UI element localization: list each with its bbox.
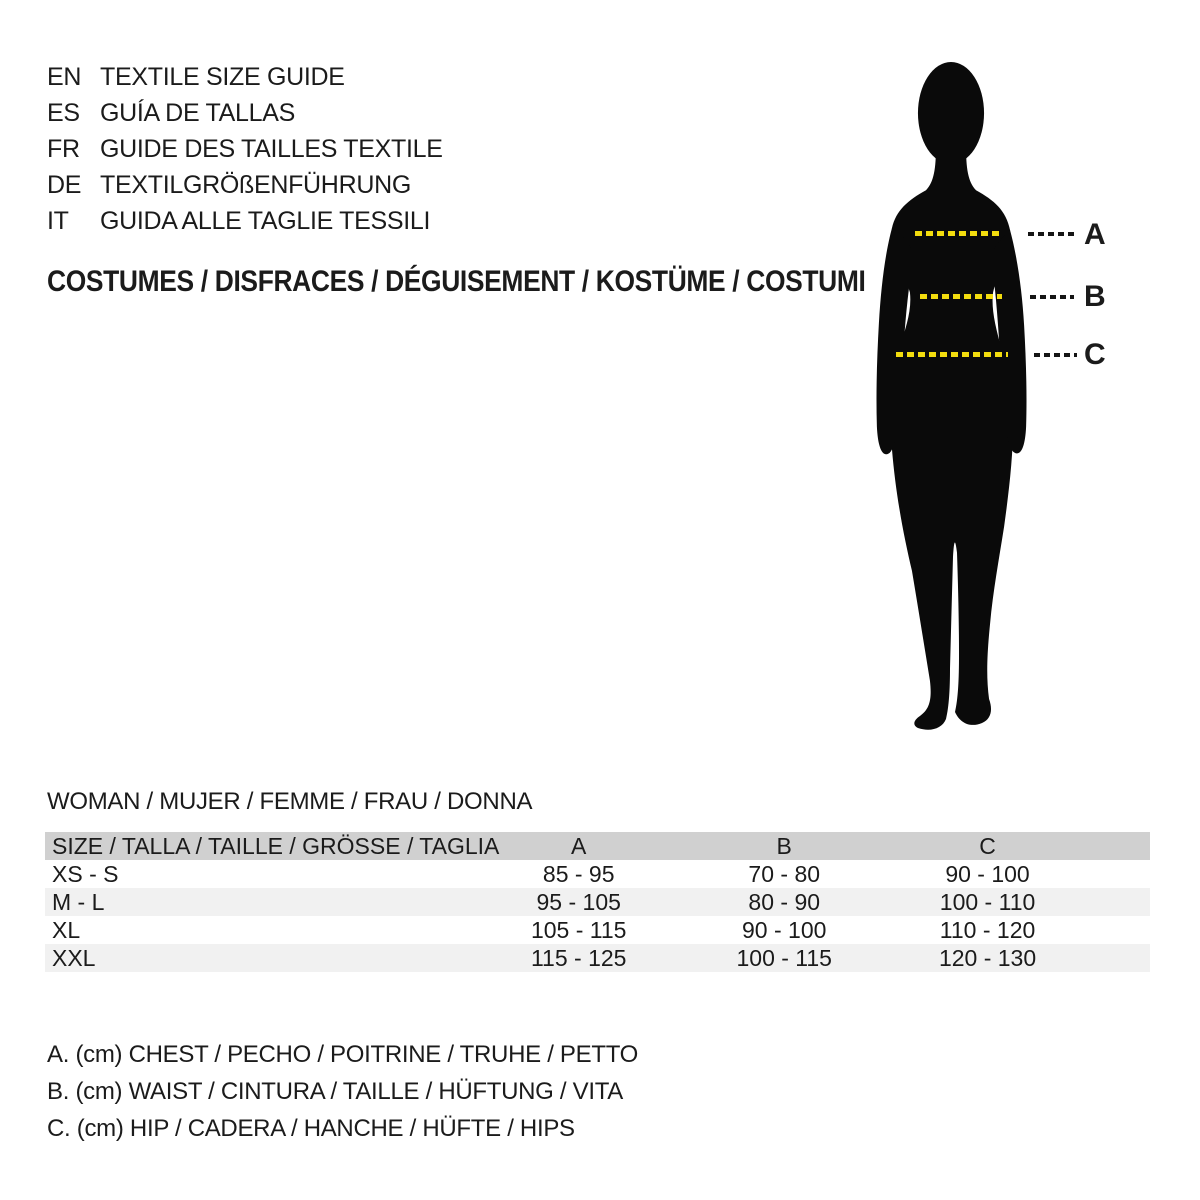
size-table-header-row <box>45 832 1150 860</box>
language-title: GUÍA DE TALLAS <box>100 99 295 127</box>
hip-range-cell: 100 - 110 <box>939 888 1036 915</box>
language-title: GUIDE DES TAILLES TEXTILE <box>100 135 443 163</box>
hip-measure-line <box>896 352 1008 357</box>
table-row <box>45 888 1150 916</box>
column-header-b: B <box>776 832 792 859</box>
table-row <box>45 916 1150 944</box>
table-section-heading: WOMAN / MUJER / FEMME / FRAU / DONNA <box>47 788 533 815</box>
hip-range-cell: 90 - 100 <box>945 860 1030 887</box>
language-row-it <box>47 203 443 239</box>
waist-range-cell: 100 - 115 <box>736 944 832 971</box>
measure-label-a: A <box>1084 218 1106 251</box>
waist-range-cell: 70 - 80 <box>748 860 821 887</box>
waist-range-cell: 80 - 90 <box>748 888 821 915</box>
hip-range-cell: 110 - 120 <box>939 916 1036 943</box>
measurement-legend <box>47 1036 638 1147</box>
language-code: FR <box>47 135 80 163</box>
language-code: DE <box>47 171 82 199</box>
waist-range-cell: 90 - 100 <box>742 916 827 943</box>
hip-leader-line <box>1034 353 1077 357</box>
language-row-de <box>47 167 443 203</box>
category-heading: COSTUMES / DISFRACES / DÉGUISEMENT / KOSTÜME / COSTUMI <box>47 265 866 298</box>
size-cell: M - L <box>52 888 105 915</box>
chest-range-cell: 85 - 95 <box>542 860 615 887</box>
waist-measure-line <box>920 294 1002 299</box>
chest-measure-line <box>915 231 1003 236</box>
chest-range-cell: 115 - 125 <box>530 944 627 971</box>
column-header-c: C <box>979 832 996 859</box>
spacer-cell <box>1088 916 1150 944</box>
spacer-cell <box>1088 888 1150 916</box>
waist-leader-line <box>1030 295 1074 299</box>
language-code: ES <box>47 99 80 127</box>
language-guide-list <box>47 59 443 239</box>
size-table <box>45 832 1150 972</box>
language-title: GUIDA ALLE TAGLIE TESSILI <box>100 207 431 235</box>
table-row <box>45 944 1150 972</box>
measure-label-b: B <box>1084 280 1106 313</box>
language-title: TEXTILGRÖßENFÜHRUNG <box>100 171 411 199</box>
hip-range-cell: 120 - 130 <box>938 944 1037 971</box>
spacer-cell <box>1088 860 1150 888</box>
language-row-fr <box>47 131 443 167</box>
size-cell: XXL <box>52 944 96 971</box>
spacer-cell <box>1088 832 1150 860</box>
language-code: IT <box>47 207 69 235</box>
size-column-header: SIZE / TALLA / TAILLE / GRÖSSE / TAGLIA <box>52 832 500 859</box>
legend-chest: A. (cm) CHEST / PECHO / POITRINE / TRUHE / PETTO <box>47 1041 639 1068</box>
column-header-a: A <box>571 832 587 859</box>
size-cell: XS - S <box>52 860 119 887</box>
language-title: TEXTILE SIZE GUIDE <box>100 63 345 91</box>
chest-leader-line <box>1028 232 1074 236</box>
legend-waist: B. (cm) WAIST / CINTURA / TAILLE / HÜFTUNG / VITA <box>47 1078 624 1105</box>
size-cell: XL <box>52 916 81 943</box>
language-row-en <box>47 59 443 95</box>
chest-range-cell: 95 - 105 <box>536 888 621 915</box>
chest-range-cell: 105 - 115 <box>530 916 627 943</box>
measure-label-c: C <box>1084 338 1106 371</box>
legend-hip: C. (cm) HIP / CADERA / HANCHE / HÜFTE / HIPS <box>47 1115 575 1142</box>
table-row <box>45 860 1150 888</box>
spacer-cell <box>1088 944 1150 972</box>
language-code: EN <box>47 63 82 91</box>
language-row-es <box>47 95 443 131</box>
woman-silhouette-icon <box>851 58 1053 734</box>
